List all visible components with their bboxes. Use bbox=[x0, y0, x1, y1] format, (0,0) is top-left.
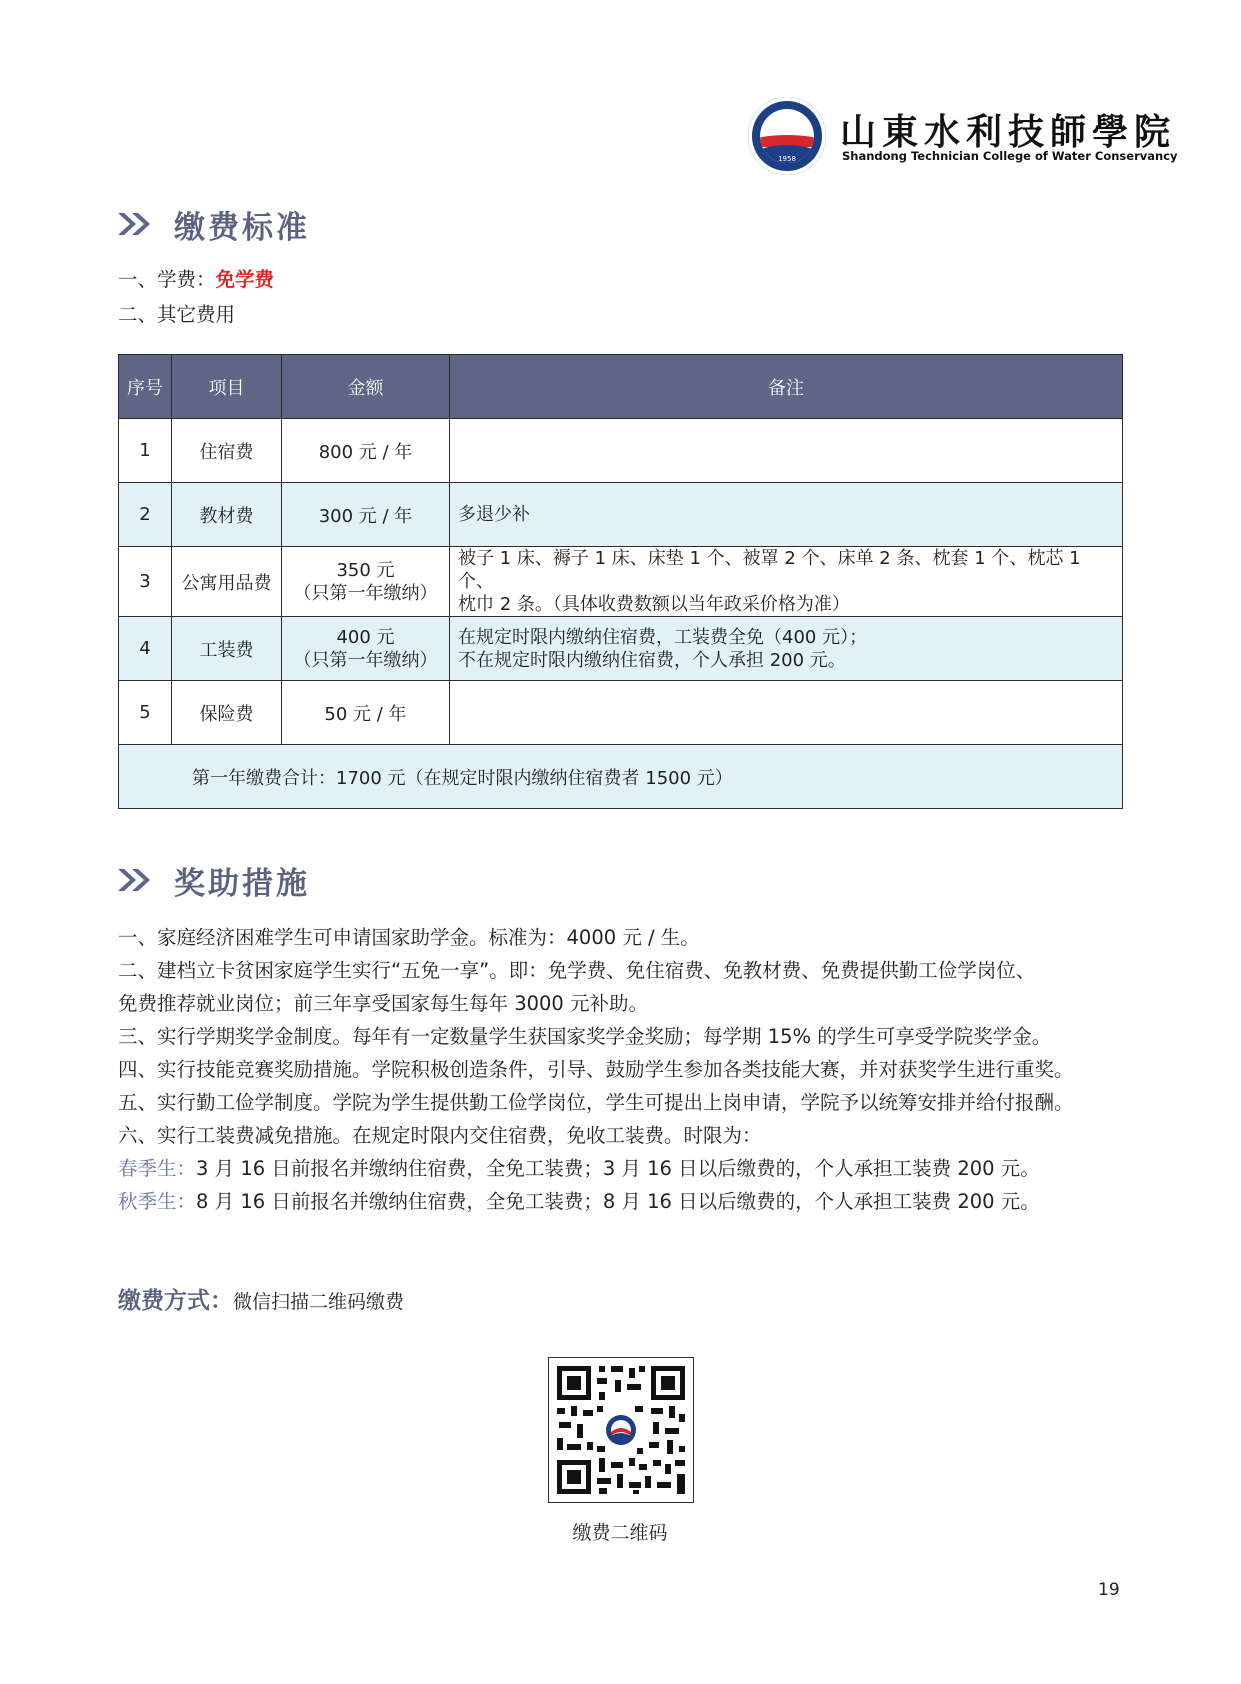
row-no: 2 bbox=[119, 483, 172, 547]
row-remark: 多退少补 bbox=[450, 483, 1123, 547]
payment-qr-code-icon bbox=[548, 1357, 694, 1503]
row-amount-note: （只第一年缴纳） bbox=[293, 649, 438, 671]
college-emblem-icon bbox=[748, 97, 826, 175]
row-remark-line: 枕巾 2 条。（具体收费数额以当年政采价格为准） bbox=[458, 594, 850, 615]
payment-method: 微信扫描二维码缴费 bbox=[233, 1291, 405, 1313]
tuition-line bbox=[118, 264, 274, 292]
header-no: 序号 bbox=[119, 355, 172, 419]
row-amount: 300 元 / 年 bbox=[282, 483, 450, 547]
table-row bbox=[119, 547, 1123, 617]
aid-item: 一、家庭经济困难学生可申请国家助学金。标准为：4000 元 / 生。 bbox=[118, 926, 700, 949]
other-fees-line: 二、其它费用 bbox=[118, 303, 236, 326]
row-no: 3 bbox=[119, 547, 172, 617]
row-amount-value: 350 元 bbox=[336, 559, 395, 581]
header-amount: 金额 bbox=[282, 355, 450, 419]
aid-item: 五、实行勤工俭学制度。学院为学生提供勤工俭学岗位，学生可提出上岗申请，学院予以统筹安排并给付报酬。 bbox=[118, 1091, 1074, 1114]
aid-item: 免费推荐就业岗位；前三年享受国家每生每年 3000 元补助。 bbox=[118, 992, 649, 1015]
first-year-total: 第一年缴费合计：1700 元（在规定时限内缴纳住宿费者 1500 元） bbox=[119, 745, 1123, 809]
autumn-label: 秋季生： bbox=[118, 1190, 197, 1213]
fees-section-title: 缴费标准 bbox=[174, 209, 310, 246]
tuition-free-highlight: 免学费 bbox=[215, 268, 275, 291]
row-item: 保险费 bbox=[172, 681, 282, 745]
table-row bbox=[119, 483, 1123, 547]
row-remark bbox=[450, 617, 1123, 681]
aid-section-title: 奖助措施 bbox=[174, 865, 310, 902]
row-amount: 800 元 / 年 bbox=[282, 419, 450, 483]
payment-line bbox=[118, 1282, 404, 1315]
row-no: 1 bbox=[119, 419, 172, 483]
college-name-en: Shandong Technician College of Water Conservancy bbox=[842, 149, 1178, 163]
table-row bbox=[119, 681, 1123, 745]
aid-item: 二、建档立卡贫困家庭学生实行“五免一享”。即：免学费、免住宿费、免教材费、免费提供勤工俭学岗位、 bbox=[118, 959, 1036, 982]
row-amount bbox=[282, 547, 450, 617]
fee-table-header-row bbox=[119, 355, 1123, 419]
page-number: 19 bbox=[1098, 1580, 1120, 1600]
autumn-text: 8 月 16 日前报名并缴纳住宿费，全免工装费；8 月 16 日以后缴费的，个人承担工装费 200 元。 bbox=[196, 1190, 1040, 1213]
qr-caption: 缴费二维码 bbox=[572, 1522, 668, 1544]
autumn-line bbox=[118, 1186, 1040, 1214]
row-item: 教材费 bbox=[172, 483, 282, 547]
row-amount-value: 400 元 bbox=[336, 626, 395, 648]
row-remark bbox=[450, 547, 1123, 617]
header-item: 项目 bbox=[172, 355, 282, 419]
row-remark-line: 不在规定时限内缴纳住宿费，个人承担 200 元。 bbox=[458, 649, 846, 671]
aid-section-header bbox=[116, 860, 310, 900]
aid-item: 三、实行学期奖学金制度。每年有一定数量学生获国家奖学金奖励；每学期 15% 的学生可享受学院奖学金。 bbox=[118, 1025, 1052, 1048]
table-total-row bbox=[119, 745, 1123, 809]
payment-label: 缴费方式： bbox=[118, 1288, 233, 1314]
row-amount-note: （只第一年缴纳） bbox=[293, 582, 438, 604]
aid-item: 六、实行工装费减免措施。在规定时限内交住宿费，免收工装费。时限为： bbox=[118, 1124, 762, 1147]
fee-table bbox=[118, 354, 1123, 809]
row-amount: 50 元 / 年 bbox=[282, 681, 450, 745]
fees-section-header bbox=[116, 204, 310, 244]
row-remark bbox=[450, 419, 1123, 483]
row-item: 住宿费 bbox=[172, 419, 282, 483]
aid-item: 四、实行技能竞赛奖励措施。学院积极创造条件，引导、鼓励学生参加各类技能大赛，并对获奖学生进行重奖。 bbox=[118, 1058, 1074, 1081]
row-amount bbox=[282, 617, 450, 681]
row-remark-line: 被子 1 床、褥子 1 床、床垫 1 个、被罩 2 个、床单 2 条、枕套 1 个、枕芯 1 个、 bbox=[458, 548, 1081, 592]
spring-line bbox=[118, 1153, 1040, 1181]
table-row bbox=[119, 617, 1123, 681]
emblem-year: 1958 bbox=[778, 155, 796, 163]
tuition-label: 一、学费： bbox=[118, 268, 216, 291]
double-chevron-icon bbox=[116, 211, 156, 237]
table-row bbox=[119, 419, 1123, 483]
double-chevron-icon bbox=[116, 867, 156, 893]
row-no: 5 bbox=[119, 681, 172, 745]
row-remark-line: 在规定时限内缴纳住宿费，工装费全免（400 元）； bbox=[458, 626, 868, 648]
header-remark: 备注 bbox=[450, 355, 1123, 419]
college-name-cn: 山東水利技師學院 bbox=[840, 111, 1177, 153]
row-item: 工装费 bbox=[172, 617, 282, 681]
spring-text: 3 月 16 日前报名并缴纳住宿费，全免工装费；3 月 16 日以后缴费的，个人承担工装费 200 元。 bbox=[196, 1157, 1040, 1180]
row-remark bbox=[450, 681, 1123, 745]
row-no: 4 bbox=[119, 617, 172, 681]
row-item: 公寓用品费 bbox=[172, 547, 282, 617]
spring-label: 春季生： bbox=[118, 1157, 197, 1180]
